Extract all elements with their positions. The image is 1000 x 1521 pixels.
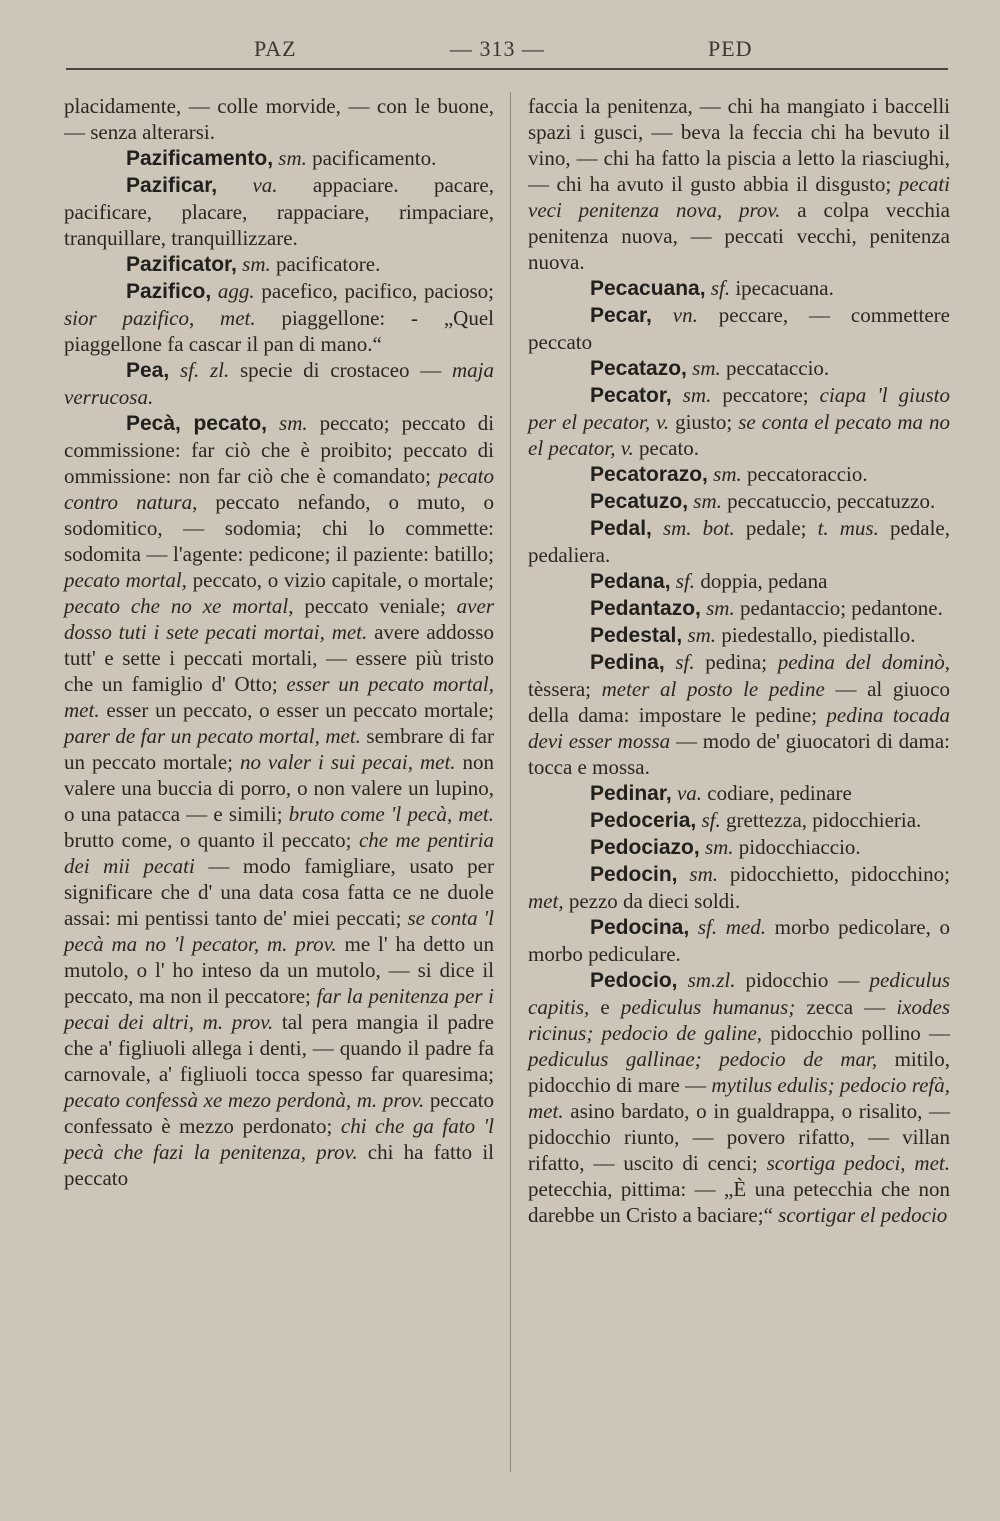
dictionary-entry <box>64 145 494 172</box>
entry-text <box>678 862 690 886</box>
italic-text: sf. zl. <box>179 358 230 382</box>
headword: Pecatuzo, <box>590 490 689 513</box>
italic-text: sm. <box>689 862 719 886</box>
headword: Pecatazo, <box>590 357 687 380</box>
italic-text: va. <box>676 781 703 805</box>
entry-text <box>217 173 252 197</box>
dictionary-entry <box>528 382 950 461</box>
dictionary-entry <box>528 967 950 1228</box>
dictionary-entry <box>64 172 494 251</box>
header-rule <box>66 68 948 70</box>
right-column <box>528 93 950 1228</box>
headword: Pedestal, <box>590 624 683 647</box>
entry-text: peccatore; <box>711 383 820 407</box>
entry-text: sembrare di far un peccato mortale; <box>64 724 494 774</box>
dictionary-entry <box>528 488 950 515</box>
italic-text: agg. <box>217 279 255 303</box>
dictionary-entry <box>528 914 950 967</box>
entry-text <box>689 915 698 939</box>
headword: Pedocio, <box>590 969 678 992</box>
dictionary-entry <box>528 807 950 834</box>
italic-text: scortigar el pedocio <box>778 1203 948 1227</box>
entry-text: non valere una buccia di porro, o non valere un lupino, o una patacca — e simili; <box>64 750 495 826</box>
entry-text: ipecacuana. <box>730 276 834 300</box>
header-left-guideword: PAZ <box>254 36 297 61</box>
entry-text: pidocchio pollino — <box>762 1021 950 1045</box>
headword: Pecar, <box>590 304 652 327</box>
italic-text: pecato che no xe mortal, <box>64 594 294 618</box>
dictionary-entry <box>528 861 950 914</box>
italic-text: meter al posto le pedine <box>601 677 825 701</box>
italic-text: se conta el pecato ma no el pecator, v. <box>528 410 950 460</box>
headword: Pedana, <box>590 570 671 593</box>
dictionary-entry <box>64 251 494 278</box>
italic-text: esser un pecato mortal, met. <box>64 672 494 722</box>
dictionary-entry <box>528 461 950 488</box>
dictionary-entry <box>528 649 950 780</box>
entry-text <box>652 303 673 327</box>
italic-text: sm. <box>693 489 722 513</box>
dictionary-entry <box>528 622 950 649</box>
italic-text: pediculus capitis, <box>528 968 950 1019</box>
italic-text: pedocio de galine, <box>601 1021 763 1045</box>
entry-text: pacificamento. <box>306 146 437 170</box>
italic-text: sm. <box>279 411 308 435</box>
entry-text: pacefico, pacifico, pacioso; <box>254 279 495 303</box>
entry-text: me l' ha detto un mutolo, o l' ho inteso da un mutolo, — si dice il peccato, ma non il peccatore; <box>64 932 494 1008</box>
headword: Pedocina, <box>590 916 690 939</box>
italic-text: sm. <box>706 596 735 620</box>
entry-text: peccato nefando, o muto, o sodomitico, — sodomia; chi lo commette: sodomita — l'agente: pedicone; il paziente: batillo; <box>64 490 495 566</box>
dictionary-entry <box>64 357 494 410</box>
italic-text: sf. <box>675 650 695 674</box>
entry-text: a colpa vecchia penitenza nuova, — peccati vecchi, penitenza nuova. <box>528 198 950 274</box>
italic-text: pediculus gallinae; <box>528 1047 702 1071</box>
italic-text: sf. <box>701 808 721 832</box>
entry-text: peccataccio. <box>720 356 830 380</box>
entry-text: pezzo da dieci soldi. <box>563 889 741 913</box>
entry-text: — modo famigliare, usato per significare che d' una data cosa fatta ce ne duole assai: mi pentissi tanto de' miei peccati; <box>64 854 494 930</box>
italic-text: sm. <box>687 623 717 647</box>
entry-text: placidamente, — colle morvide, — con le buone, — senza alterarsi. <box>64 94 494 144</box>
dictionary-entry <box>64 93 494 145</box>
italic-text: sm. <box>682 383 712 407</box>
italic-text: sm.zl. <box>687 968 736 992</box>
italic-text: sm. <box>692 356 721 380</box>
entry-text <box>702 1047 719 1071</box>
dictionary-entry <box>528 595 950 622</box>
entry-text: tèssera; <box>528 677 602 701</box>
italic-text: maja verrucosa. <box>64 358 495 409</box>
entry-text: peccatoraccio. <box>741 462 868 486</box>
italic-text: aver dosso tuti i sete pecati mortai, met. <box>64 594 494 644</box>
italic-text: pecato confessà xe mezo perdonà, m. prov. <box>64 1088 425 1112</box>
entry-text: faccia la penitenza, — chi ha mangiato i baccelli spazi i gusci, — beva la feccia chi ha bevuto il vino, — chi ha fatto la piscia a letto la riasciughi, — chi ha avuto il gusto abbia il disgusto; <box>528 94 950 196</box>
italic-text: pedina del dominò, <box>777 650 951 674</box>
entry-text: morbo pedicolare, o morbo pediculare. <box>528 915 950 966</box>
entry-text: peccato; peccato di commissione: far ciò che è proibito; peccato di ommissione: non far ciò che è comandato; <box>64 411 495 488</box>
italic-text: se conta 'l pecà ma no 'l pecator, m. prov. <box>64 906 494 956</box>
italic-text: sior pazifico, met. <box>64 306 256 330</box>
italic-text: met, <box>528 889 564 913</box>
italic-text: t. mus. <box>817 516 879 540</box>
entry-text: mitilo, pidocchio di mare — <box>528 1047 950 1097</box>
headword: Pedociazo, <box>590 836 700 859</box>
italic-text: pediculus humanus; <box>620 995 796 1019</box>
entry-text: zecca — <box>795 995 897 1019</box>
dictionary-entry <box>528 568 950 595</box>
entry-text: specie di crostaceo — <box>229 358 453 382</box>
headword: Pedoceria, <box>590 809 697 832</box>
entry-text <box>652 516 663 540</box>
headword: Pea, <box>126 359 170 382</box>
entry-text: asino bardato, o in gualdrappa, o risalito, — pidocchio riunto, — povero rifatto, — villan rifatto, — uscito di cenci; <box>528 1099 950 1175</box>
entry-text: — modo de' giuocatori di dama: tocca e mossa. <box>528 729 950 779</box>
entry-text <box>672 383 683 407</box>
italic-text: ixodes ricinus; <box>528 995 950 1045</box>
headword: Pazificamento, <box>126 147 274 170</box>
headword: Pecator, <box>590 384 672 407</box>
italic-text: pecato contro natura, <box>64 464 494 514</box>
entry-text <box>169 358 180 382</box>
entry-text <box>267 411 279 435</box>
headword: Pecà, pecato, <box>126 412 267 435</box>
entry-text: pecato. <box>633 436 700 460</box>
entry-text: e <box>589 995 621 1019</box>
italic-text: va. <box>252 173 278 197</box>
italic-text: scortiga pedoci, met. <box>766 1151 950 1175</box>
entry-text <box>665 650 676 674</box>
entry-text: pedantaccio; pedantone. <box>734 596 943 620</box>
entry-text: piedestallo, piedistallo. <box>716 623 916 647</box>
page-number: — 313 — <box>450 36 545 61</box>
dictionary-entry <box>528 93 950 275</box>
headword: Pecacuana, <box>590 277 706 300</box>
dictionary-entry <box>528 302 950 355</box>
column-divider <box>510 92 511 1472</box>
italic-text: pedina tocada devi esser mossa <box>528 703 950 753</box>
italic-text: ciapa 'l giusto per el pecator, v. <box>528 383 950 434</box>
headword: Pazificar, <box>126 174 218 197</box>
entry-text: peccatuccio, peccatuzzo. <box>721 489 936 513</box>
entry-text: pidocchio — <box>735 968 870 992</box>
entry-text: pidocchiaccio. <box>733 835 861 859</box>
entry-text: petecchia, pittima: — „È una petecchia che non darebbe un Cristo a baciare;“ <box>528 1177 950 1227</box>
dictionary-entry <box>528 275 950 302</box>
headword: Pazifico, <box>126 280 212 303</box>
headword: Pedocin, <box>590 863 678 886</box>
headword: Pazificator, <box>126 253 237 276</box>
entry-text <box>593 1021 601 1045</box>
page-header <box>66 32 948 66</box>
entry-text: appaciare. pacare, pacificare, placare, rappaciare, rimpaciare, tranquillare, tranquillizzare. <box>64 173 494 250</box>
italic-text: pedocio refà, met. <box>528 1073 951 1123</box>
entry-text: peccato veniale; <box>293 594 457 618</box>
italic-text: sm. <box>704 835 734 859</box>
italic-text: parer de far un pecato mortal, met. <box>64 724 361 748</box>
dictionary-entry <box>528 834 950 861</box>
italic-text: sf. med. <box>697 915 767 939</box>
entry-text: peccare, — commettere peccato <box>528 303 950 354</box>
entry-text: — al giuoco della dama: impostare le pedine; <box>528 677 950 727</box>
dictionary-entry <box>528 780 950 807</box>
italic-text: sf. <box>675 569 696 593</box>
entry-text: esser un peccato, o esser un peccato mortale; <box>99 698 494 722</box>
entry-text <box>211 279 218 303</box>
entry-text: piaggellone: - „Quel piaggellone fa cascar il pan di mano.“ <box>64 306 494 356</box>
italic-text: no valer i sui pecai, met. <box>239 750 456 774</box>
headword: Pedina, <box>590 651 665 674</box>
dictionary-entry <box>528 515 950 568</box>
headword: Pedantazo, <box>590 597 701 620</box>
headword: Pedal, <box>590 517 652 540</box>
entry-text: pedale, pedaliera. <box>528 516 950 567</box>
entry-text: peccato confessato è mezzo perdonato; <box>64 1088 494 1138</box>
entry-text: pacificatore. <box>270 252 381 276</box>
italic-text: vn. <box>672 303 698 327</box>
italic-text: sf. <box>710 276 731 300</box>
italic-text: chi che ga fato 'l pecà che fazi la penitenza, prov. <box>64 1114 495 1164</box>
entry-text: grettezza, pidocchieria. <box>720 808 922 832</box>
entry-text: pedale; <box>734 516 818 540</box>
italic-text: sm. bot. <box>662 516 735 540</box>
headword: Pedinar, <box>590 782 672 805</box>
entry-text: peccato, o vizio capitale, o mortale; <box>186 568 494 592</box>
entry-text: avere addosso tutt' e sette i peccati mortali, — essere più tristo che un famiglio d' Otto; <box>64 620 494 696</box>
italic-text: sm. <box>713 462 742 486</box>
header-right-guideword: PED <box>708 36 753 61</box>
italic-text: mytilus edulis; <box>711 1073 835 1097</box>
left-column <box>64 93 494 1191</box>
entry-text: giusto; <box>669 410 739 434</box>
dictionary-entry <box>64 278 494 357</box>
entry-text: brutto come, o quanto il peccato; <box>64 828 359 852</box>
italic-text: pecati veci penitenza nova, prov. <box>528 172 950 222</box>
entry-text: pedina; <box>694 650 778 674</box>
headword: Pecatorazo, <box>590 463 708 486</box>
italic-text: pedocio de mar, <box>719 1047 878 1071</box>
entry-text: codiare, pedinare <box>702 781 852 805</box>
italic-text: bruto come 'l pecà, met. <box>288 802 494 826</box>
entry-text: chi ha fatto il peccato <box>64 1140 494 1190</box>
dictionary-entry <box>64 410 494 1191</box>
italic-text: sm. <box>278 146 307 170</box>
italic-text: far la penitenza per i pecai dei altri, m. prov. <box>64 984 494 1034</box>
entry-text: pidocchietto, pidocchino; <box>718 862 950 886</box>
entry-text: doppia, pedana <box>695 569 828 593</box>
entry-text <box>678 968 688 992</box>
entry-text: tal pera mangia il padre che a' figliuoli allega i denti, — quando il padre fa carnovale, a' figliuoli tocca spesso far quaresima; <box>64 1010 494 1086</box>
dictionary-entry <box>528 355 950 382</box>
italic-text: che me pentiria dei mii pecati <box>64 828 495 878</box>
italic-text: sm. <box>242 252 271 276</box>
italic-text: pecato mortal, <box>64 568 187 592</box>
